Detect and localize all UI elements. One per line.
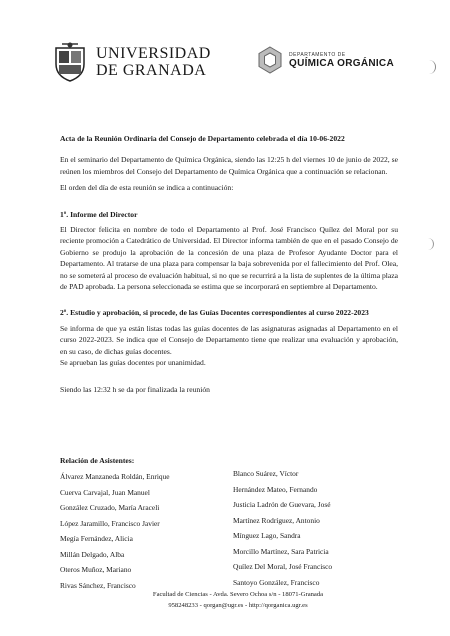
- attendee-name: Megía Fernández, Alicia: [60, 534, 133, 543]
- attendee-name: Quílez Del Moral, José Francisco: [233, 562, 333, 571]
- hexagon-molecule-icon: [255, 45, 285, 75]
- attendee-name: Blanco Suárez, Víctor: [233, 469, 299, 478]
- attendees-left-list: [60, 469, 170, 593]
- page-footer: [88, 589, 388, 611]
- agenda-line: El orden del día de esta reunión se indica a continuación:: [60, 183, 234, 193]
- footer-contact: 958248233 - qorgan@ugr.es - http://qorganica.ugr.es: [168, 602, 308, 609]
- attendee-name: Martínez Rodríguez, Antonio: [233, 515, 320, 525]
- university-crest-icon: [52, 42, 88, 82]
- section2-result: Se aprueban las guías docentes por unanimidad.: [60, 358, 206, 368]
- attendee-name: Cuerva Carvajal, Juan Manuel: [60, 487, 150, 497]
- university-name-line1: UNIVERSIDAD: [96, 45, 211, 62]
- attendee-name: Álvarez Manzaneda Roldán, Enrique: [60, 472, 170, 481]
- section2-heading: 2º. Estudio y aprobación, si procede, de las Guías Docentes correspondientes al curso 2022-2023: [60, 308, 369, 318]
- attendee-name: Morcillo Martínez, Sara Patricia: [233, 546, 329, 556]
- scan-mark: [425, 60, 436, 74]
- attendee-name: Santoyo González, Francisco: [233, 577, 320, 587]
- minutes-title: Acta de la Reunión Ordinaria del Consejo de Departamento celebrada el día 10-06-2022: [60, 134, 345, 143]
- department-name: QUÍMICA ORGÁNICA: [289, 57, 394, 69]
- attendees-right-list: [233, 466, 332, 590]
- section2-body: Se informa de que ya están listas todas las guías docentes de las asignaturas asignadas al Departamento en el curso 2022-2023. Se indica que el Consejo de Departamento tiene que realizar una evaluación y aprobación, en su caso, de dichas guías docentes.: [60, 323, 398, 356]
- closing-line: Siendo las 12:32 h se da por finalizada la reunión: [60, 384, 210, 394]
- attendee-name: Mínguez Lago, Sandra: [233, 531, 301, 540]
- attendee-name: Rivas Sánchez, Francisco: [60, 580, 136, 590]
- scan-mark: [425, 238, 434, 250]
- footer-address: Facultad de Ciencias - Avda. Severo Ochoa s/n - 18071-Granada: [152, 591, 324, 598]
- university-logo: [52, 42, 211, 82]
- section1-body: El Director felicita en nombre de todo el Departamento al Prof. José Francisco Quílez del Moral por su reciente promoción a Catedrático de Universidad. El Director informa también de que en el pasado Consejo de Gobierno se produjo la aprobación de la concesión de una plaza de Profesor Ayudante Doctor para el Departamento. Al tratarse de una plaza para compensar la baja sobrevenida por el fallecimiento del Prof. Olea, no se someterá al proceso de evaluación habitual, si no que se recurrirá a la lista de suplentes de la última plaza de PAD aprobada. La persona seleccionada se estima que se incorporará en septiembre al Departamento.: [60, 225, 398, 292]
- department-logo: [255, 45, 394, 75]
- attendee-name: López Jaramillo, Francisco Javier: [60, 518, 160, 528]
- attendee-name: González Cruzado, María Araceli: [60, 503, 160, 512]
- intro-paragraph: En el seminario del Departamento de Química Orgánica, siendo las 12:25 h del viernes 10 de junio de 2022, se reúnen los miembros del Consejo del Departamento de Química Orgánica que a continuación se relacionan.: [60, 155, 398, 176]
- attendee-name: Hernández Mateo, Fernando: [233, 484, 318, 494]
- attendee-name: Oteros Muñoz, Mariano: [60, 565, 132, 574]
- minutes-body: [60, 133, 398, 395]
- section1-heading: 1º. Informe del Director: [60, 209, 138, 219]
- attendee-name: Justicia Ladrón de Guevara, José: [233, 500, 331, 509]
- attendee-name: Millán Delgado, Alba: [60, 549, 125, 559]
- attendees-title: Relación de Asistentes:: [60, 456, 135, 465]
- department-label-small: DEPARTAMENTO DE: [289, 51, 346, 58]
- university-name-line2: DE GRANADA: [96, 62, 207, 79]
